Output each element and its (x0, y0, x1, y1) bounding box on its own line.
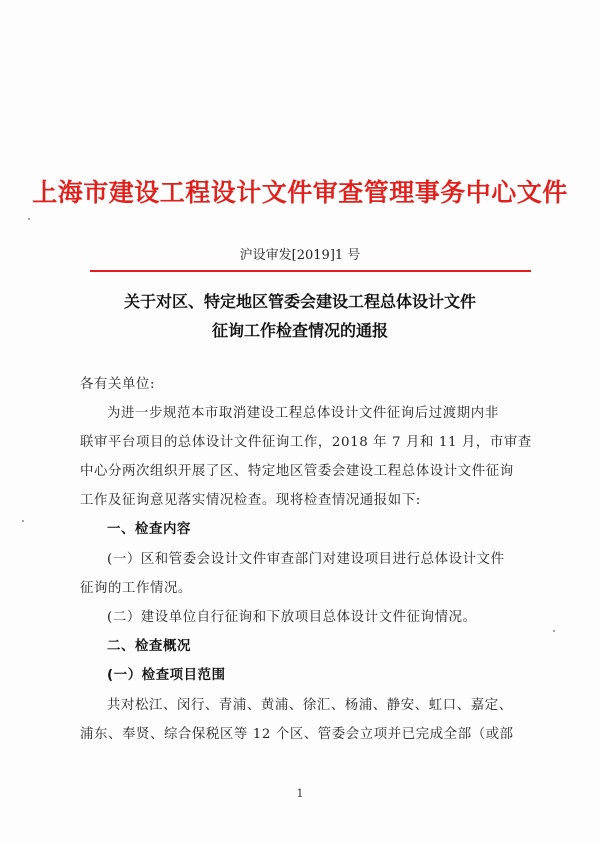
scan-speck (22, 520, 24, 522)
body-line: 为进一步规范本市取消建设工程总体设计文件征询后过渡期内非 (107, 406, 499, 421)
body-line: 共对松江、闵行、青浦、黄浦、徐汇、杨浦、静安、虹口、嘉定、 (107, 698, 513, 713)
document-title-line-2: 征询工作检查情况的通报 (211, 321, 388, 340)
page-number: 1 (296, 787, 304, 800)
section-1-item-2: (二）建设单位自行征询和下放项目总体设计文件征询情况。 (107, 610, 477, 625)
section-2-heading: 二、检查概况 (107, 639, 191, 654)
salutation: 各有关单位: (80, 377, 156, 392)
document-title-line-1: 关于对区、特定地区管委会建设工程总体设计文件 (123, 292, 476, 311)
document-header: 上海市建设工程设计文件审查管理事务中心文件 (32, 178, 568, 207)
section-2-subheading: (一）检查项目范围 (107, 668, 226, 683)
section-1-item-1-cont: 征询的工作情况。 (80, 581, 192, 596)
red-divider (90, 270, 531, 272)
scan-speck (553, 630, 555, 632)
body-line: 联审平台项目的总体设计文件征询工作，2018 年 7 月和 11 月，市审查 (80, 435, 532, 450)
document-number: 沪设审发[2019]1 号 (239, 248, 361, 263)
scan-speck (28, 218, 30, 220)
body-line: 浦东、奉贤、综合保税区等 12 个区、管委会立项并已完成全部（或部 (80, 727, 514, 742)
section-1-item-1: (一）区和管委会设计文件审查部门对建设项目进行总体设计文件 (107, 552, 505, 567)
section-1-heading: 一、检查内容 (107, 522, 191, 537)
body-line: 工作及征询意见落实情况检查。现将检查情况通报如下: (80, 493, 421, 508)
body-line: 中心分两次组织开展了区、特定地区管委会建设工程总体设计文件征询 (80, 464, 514, 479)
